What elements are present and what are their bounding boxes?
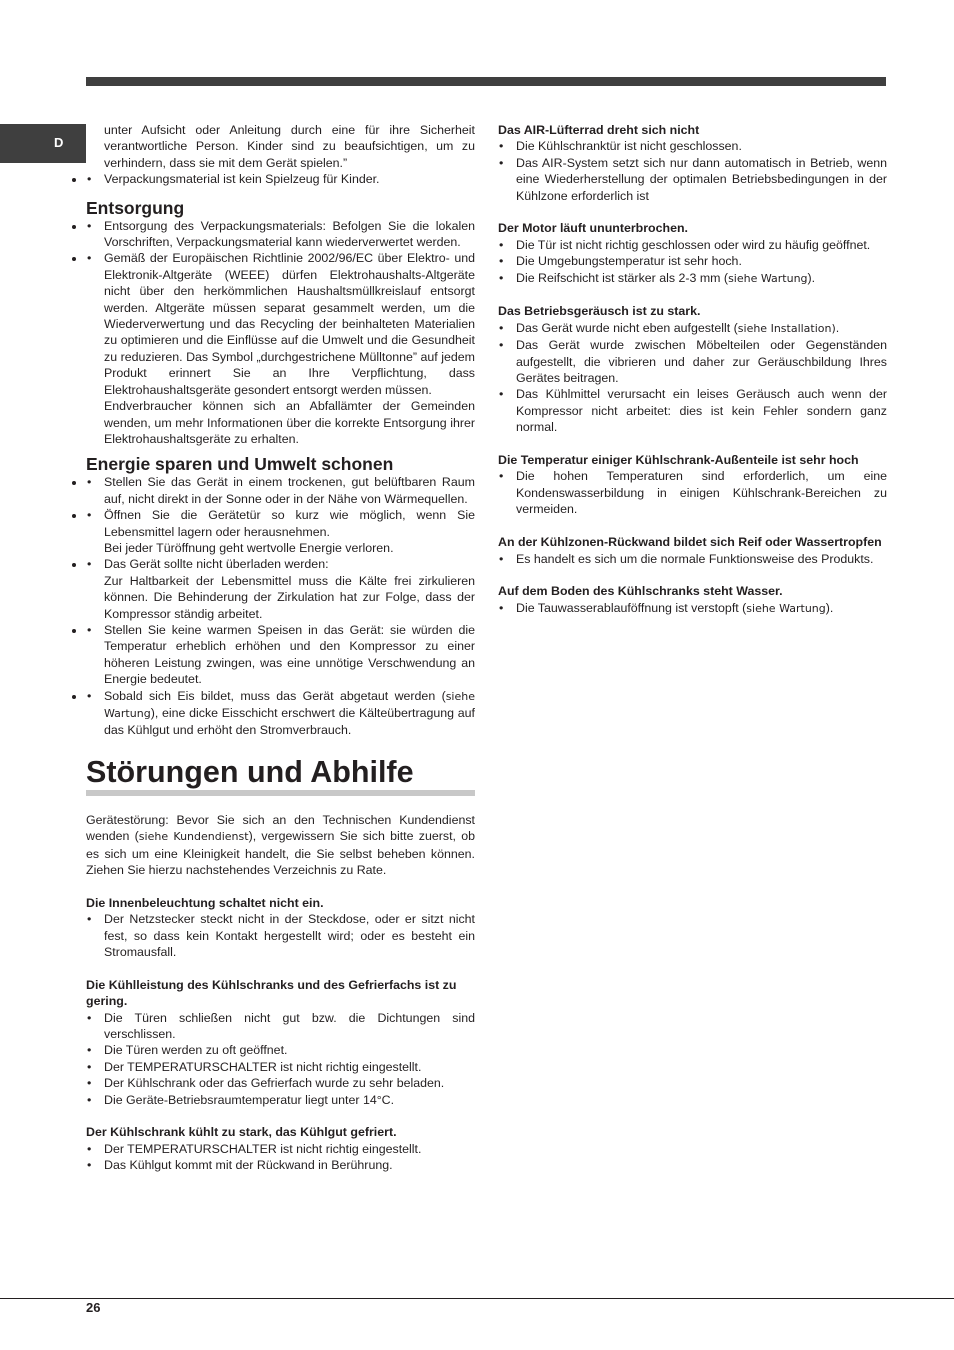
- bullet-item: [86, 688, 475, 739]
- text-run: Die Türen schließen nicht gut bzw. die Dichtungen sind verschlissen.: [104, 1010, 475, 1042]
- problem-block: [498, 452, 887, 518]
- text-run: Sobald sich Eis bildet, muss das Gerät abgetaut werden (: [104, 688, 446, 703]
- bullet-item: [86, 171, 475, 187]
- paragraph: [86, 573, 475, 622]
- cross-reference: siehe Installation).: [737, 321, 840, 335]
- cause-item: [86, 1092, 475, 1108]
- text-run: Der Netzstecker steckt nicht in der Steckdose, oder er sitzt nicht fest, so dass kein Kontakt hergestellt wird; oder es besteht ein Stromausfall.: [104, 912, 475, 960]
- bullet-item: [86, 556, 475, 572]
- chapter-title: Störungen und Abhilfe: [86, 754, 475, 796]
- cause-item: [498, 237, 887, 253]
- cause-item: [498, 468, 887, 517]
- problem-title: Das Betriebsgeräusch ist zu stark.: [498, 304, 701, 319]
- text-run: Die Tür ist nicht richtig geschlossen oder wird zu häufig geöffnet.: [516, 237, 871, 252]
- text-run: Das Gerät wurde zwischen Möbelteilen oder Gegenständen aufgestellt, die vibrieren und daher zur Geräuschbildung Ihres Gerätes beitragen.: [516, 338, 887, 386]
- problem-block: [86, 1124, 475, 1173]
- intro-block: [86, 122, 475, 188]
- cross-reference: siehe Wartung: [104, 689, 475, 720]
- cause-list: [86, 1141, 475, 1174]
- cause-list: [498, 320, 887, 436]
- text-run: Die Kühlschranktür ist nicht geschlossen.: [516, 139, 742, 154]
- problem-block: [86, 977, 475, 1108]
- text-run: Das Gerät sollte nicht überladen werden:: [104, 557, 329, 572]
- problem-block: [498, 303, 887, 435]
- header-rule: [86, 77, 886, 86]
- section-title-entsorgung: Entsorgung: [86, 197, 185, 218]
- energie-list: [86, 474, 475, 739]
- problem-block: [86, 895, 475, 961]
- cause-item: [86, 1141, 475, 1157]
- bullet-item: [86, 507, 475, 540]
- problem-title: Die Innenbeleuchtung schaltet nicht ein.: [86, 895, 324, 910]
- cause-item: [86, 1010, 475, 1043]
- cause-item: [86, 1157, 475, 1173]
- paragraph: unter Aufsicht oder Anleitung durch eine für ihre Sicherheit verantwortliche Person. Kinder sind zu beaufsichtigen, um zu verhindern, dass sie mit dem Gerät spielen.”: [104, 123, 475, 170]
- text-run: Der TEMPERATURSCHALTER ist nicht richtig eingestellt.: [104, 1141, 422, 1156]
- entsorgung-list: [86, 218, 475, 448]
- text-run: Bei jeder Türöffnung geht wertvolle Energie verloren.: [104, 540, 394, 555]
- paragraph: [86, 540, 475, 556]
- bullet-item: [86, 474, 475, 507]
- text-run: Entsorgung des Verpackungsmaterials: Befolgen Sie die lokalen Vorschriften, Verpackungsmaterial kann wiederverwertet werden.: [104, 218, 475, 250]
- text-run: Es handelt es sich um die normale Funktionsweise des Produkts.: [516, 551, 874, 566]
- text-run: Das Gerät wurde nicht eben aufgestellt (: [516, 320, 738, 335]
- problem-title: Das AIR-Lüfterrad dreht sich nicht: [498, 123, 700, 137]
- paragraph: [86, 398, 475, 447]
- text-run: Gerätestörung: Bevor Sie sich an den Technischen Kundendienst wenden (: [86, 812, 475, 844]
- cause-item: [498, 551, 887, 567]
- problem-block: [498, 534, 887, 567]
- text-run: Die Reifschicht ist stärker als 2-3 mm (: [516, 270, 729, 285]
- cause-item: [86, 1042, 475, 1058]
- text-run: ), vergewissern Sie sich bitte zuerst, ob es sich um eine Kleinigkeit handelt, die Sie selbst beheben können. Ziehen Sie hierzu nachstehendes Verzeichnis zu Rate.: [86, 829, 475, 878]
- cause-item: [86, 1075, 475, 1091]
- text-run: Stellen Sie keine warmen Speisen in das Gerät: sie würden die Temperatur erheblich erhöhen und den Kompressor zu einer höheren Leistung zwingen, was eine unnötige Verschwendung an Energie bedeutet.: [104, 622, 475, 687]
- cause-list: [86, 1010, 475, 1108]
- text-run: Zur Haltbarkeit der Lebensmittel muss die Kälte frei zirkulieren können. Die Behinderung der Zirkulation hat zur Folge, dass der Kompressor ständig arbeitet.: [104, 573, 475, 621]
- cause-item: [498, 386, 887, 435]
- cause-list: [498, 600, 887, 617]
- cause-list: [498, 468, 887, 517]
- problem-title: Der Kühlschrank kühlt zu stark, das Kühlgut gefriert.: [86, 1125, 397, 1140]
- right-column: [498, 122, 887, 617]
- text-run: Verpackungsmaterial ist kein Spielzeug für Kinder.: [104, 172, 380, 187]
- text-run: Die Türen werden zu oft geöffnet.: [104, 1043, 288, 1058]
- cause-list: [498, 138, 887, 204]
- left-column: [86, 122, 475, 1174]
- text-run: Die hohen Temperaturen sind erforderlich, um eine Kondenswasserbildung in einigen Kühlschrank-Bereichen zu vermeiden.: [516, 469, 887, 517]
- problem-title: Die Kühlleistung des Kühlschranks und des Gefrierfachs ist zu gering.: [86, 977, 457, 1009]
- cross-reference: siehe Kundendienst: [138, 830, 249, 844]
- cause-item: [498, 155, 887, 204]
- problem-block: [498, 122, 887, 204]
- text-run: Stellen Sie das Gerät in einem trockenen, gut belüftbaren Raum auf, nicht direkt in der Sonne oder in der Nähe von Wärmequellen.: [104, 475, 475, 506]
- cause-item: [498, 270, 887, 287]
- problem-block: [498, 583, 887, 617]
- right-problem-list: [498, 122, 887, 617]
- cause-list: [498, 237, 887, 287]
- text-run: Öffnen Sie die Gerätetür so kurz wie möglich, wenn Sie Lebensmittel lagern oder herausnehmen.: [104, 508, 475, 539]
- text-run: Das AIR-System setzt sich nur dann automatisch in Betrieb, wenn eine Wiederherstellung der optimalen Betriebsbedingungen in der Kühlzone erforderlich ist: [516, 155, 887, 203]
- text-run: Gemäß der Europäischen Richtlinie 2002/96/EC über Elektro- und Elektronik-Altgeräte (WEEE) dürfen Elektrohaushalts-Altgeräte nicht über den herkömmlichen Haushaltsmüllkreislauf entsorgt werden. Altgeräte müssen separat gesammelt werden, um die Wiederverwertung und das Recycling der beinhalteten Materialien zu optimieren und die Einflüsse auf die Umwelt und die Gesundheit zu reduzieren. Das Symbol „durchgestrichene Mülltonne” auf jedem Produkt erinnert Sie an Ihre Verpflichtung, dass Elektrohaushaltsgeräte gesondert entsorgt werden müssen.: [104, 251, 475, 397]
- cross-reference: siehe Wartung: [746, 601, 826, 615]
- cause-list: [86, 911, 475, 960]
- text-run: Endverbraucher können sich an Abfallämter der Gemeinden wenden, um mehr Informationen über die korrekte Entsorgung ihrer Elektrohaushaltsgeräte zu erhalten.: [104, 399, 475, 446]
- text-run: Der Kühlschrank oder das Gefrierfach wurde zu sehr beladen.: [104, 1076, 445, 1091]
- cause-item: [86, 1059, 475, 1075]
- problem-title: Auf dem Boden des Kühlschranks steht Wasser.: [498, 584, 783, 599]
- cause-item: [498, 337, 887, 386]
- language-tab: [0, 124, 86, 163]
- cause-item: [86, 911, 475, 960]
- language-tab-label: D: [54, 135, 64, 150]
- text-run: Das Kühlgut kommt mit der Rückwand in Berührung.: [104, 1158, 393, 1173]
- text-run: ).: [825, 600, 834, 615]
- bullet-item: [86, 622, 475, 688]
- bullet-item: [86, 218, 475, 251]
- problem-title: Die Temperatur einiger Kühlschrank-Außenteile ist sehr hoch: [498, 453, 859, 468]
- section-title-energie: Energie sparen und Umwelt schonen: [86, 454, 394, 475]
- cross-reference: siehe Wartung: [728, 271, 808, 285]
- cause-item: [498, 320, 887, 337]
- left-problem-list: [86, 895, 475, 1174]
- cause-item: [498, 138, 887, 154]
- chapter-intro: [86, 812, 475, 879]
- text-run: Das Kühlmittel verursacht ein leises Geräusch auch wenn der Kompressor nicht arbeitet: dies ist kein Fehler sondern ganz normal.: [516, 387, 887, 435]
- text-run: ).: [807, 270, 816, 285]
- problem-block: [498, 220, 887, 287]
- problem-title: An der Kühlzonen-Rückwand bildet sich Reif oder Wassertropfen: [498, 535, 882, 550]
- problem-title: Der Motor läuft ununterbrochen.: [498, 221, 688, 236]
- footer-rule: [0, 1298, 954, 1299]
- text-run: Der TEMPERATURSCHALTER ist nicht richtig eingestellt.: [104, 1059, 422, 1074]
- cause-item: [498, 600, 887, 617]
- text-run: ), eine dicke Eisschicht erschwert die Kälteübertragung auf das Kühlgut und erhöht den Stromverbrauch.: [104, 706, 475, 738]
- cause-item: [498, 253, 887, 269]
- text-run: Die Umgebungstemperatur ist sehr hoch.: [516, 254, 742, 269]
- text-run: Die Geräte-Betriebsraumtemperatur liegt unter 14°C.: [104, 1092, 395, 1107]
- page-number: 26: [86, 1300, 101, 1315]
- text-run: Die Tauwasserablauföffnung ist verstopft (: [516, 600, 747, 615]
- bullet-item: [86, 250, 475, 398]
- cause-list: [498, 551, 887, 567]
